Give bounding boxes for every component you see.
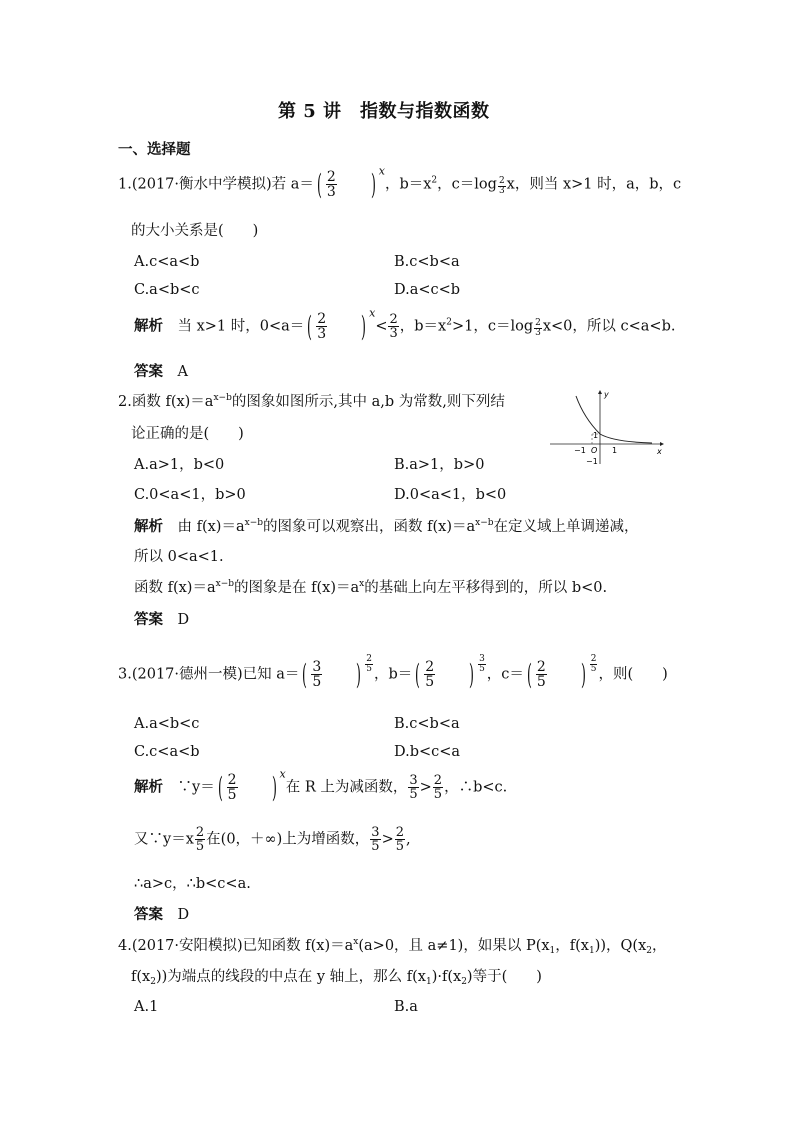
q2-answer: 答案 D — [134, 611, 190, 628]
q1-analysis: 解析 当 x>1 时，0<a＝ ( $\frac{2}{3}$ ) $^x$< $\frac{2}{3}$ ，$b=x^2>1$，c＝log $\frac{2}{3}$ x<0，所以 c<a<b. — [134, 306, 676, 343]
q2-tick-yneg: −1 — [586, 457, 598, 466]
q2-option-c: C.0<a<1，b>0 — [134, 487, 246, 503]
q2-x-label: x — [657, 447, 662, 456]
section-heading: 一、选择题 — [118, 141, 191, 158]
q1-option-d: D.a<c<b — [394, 282, 461, 298]
q2-graph — [548, 388, 666, 468]
q4-option-a: A.1 — [134, 999, 159, 1015]
q2-option-a: A.a>1，b<0 — [134, 457, 225, 473]
q3-analysis-line3: ∴a>c，∴b<c<a. — [134, 876, 251, 892]
q2-tick-neg: −1 — [574, 446, 586, 455]
q1-answer: 答案 A — [134, 363, 188, 380]
q1-option-a: A.c<a<b — [134, 254, 200, 270]
q3-analysis-line1: 解析 ∵y＝ ( $\frac{2}{5}$ ) $^x$在 R 上为减函数， $\frac{3}{5}$ > $\frac{2}{5}$ ，∴b<c. — [134, 767, 508, 804]
q2-stem-line1: 2.函数 $f(x)=a^{x-b}$的图象如图所示,其中 a,b 为常数,则下列结 — [118, 393, 505, 410]
q4-stem-line1: 4.(2017·安阳模拟)已知函数 $f(x)=a^x(a>0$，且 a≠1)，如果以 $P(x_1$，$f(x_1)$)，$Q(x_2$， — [118, 937, 667, 956]
page-title: 第 5 讲 指数与指数函数 — [278, 101, 490, 122]
q2-curve — [576, 396, 652, 443]
q3-stem: 3.(2017·德州一模)已知 a＝ ( $\frac{3}{5}$ ) $\frac{2}{5}$ ，b＝ ( $\frac{2}{5}$ ) $\frac{3}{5}$ ，c＝ ( $\frac{2}{5}$ ) $\frac{2}{5}$ ，则( ) — [118, 654, 668, 691]
q1-stem-line2: 的大小关系是( ) — [131, 223, 259, 239]
q3-analysis-line2: 又∵y＝x $\frac{2}{5}$ 在(0，＋∞)上为增函数， $\frac{3}{5}$ > $\frac{2}{5}$ , — [134, 825, 411, 854]
q2-origin: O — [591, 446, 598, 455]
q2-analysis-line2: 所以 0<a<1. — [134, 549, 224, 565]
q2-analysis-line3: 函数 $f(x)=a^{x-b}$的图象是在 $f(x)=a^x$的基础上向左平移得到的，所以 b<0. — [134, 579, 608, 596]
q3-option-d: D.b<c<a — [394, 744, 461, 760]
q3-option-b: B.c<b<a — [394, 716, 460, 732]
q2-y-label: y — [604, 390, 609, 399]
q3-answer: 答案 D — [134, 906, 190, 923]
q4-stem-line2: $f(x_2)$)为端点的线段的中点在 y 轴上，那么 $f(x_1)\cdot f(x_2)$等于( ) — [131, 969, 542, 987]
q2-y-arrow — [598, 390, 602, 394]
q1-option-c: C.a<b<c — [134, 282, 200, 298]
q4-option-b: B.a — [394, 999, 418, 1015]
q2-tick-y1: 1 — [593, 431, 599, 440]
q2-x-arrow — [660, 442, 664, 446]
q3-option-a: A.a<b<c — [134, 716, 200, 732]
q2-option-b: B.a>1，b>0 — [394, 457, 485, 473]
q2-tick-pos: 1 — [612, 446, 618, 455]
q2-stem-line2: 论正确的是( ) — [131, 426, 244, 442]
q2-analysis-line1: 解析 由 $f(x)=a^{x-b}$的图象可以观察出，函数 $f(x)=a^{x-b}$在定义域上单调递减， — [134, 518, 639, 535]
q1-option-b: B.c<b<a — [394, 254, 460, 270]
q1-stem-line1: 1.(2017·衡水中学模拟)若 a＝ ( $\frac{2}{3}$ ) $^x$，$b=x^2$，c＝log $\frac{2}{3}$ x，则当 x>1 时，a，b，c — [118, 164, 682, 201]
q3-option-c: C.c<a<b — [134, 744, 200, 760]
q2-option-d: D.0<a<1，b<0 — [394, 487, 507, 503]
